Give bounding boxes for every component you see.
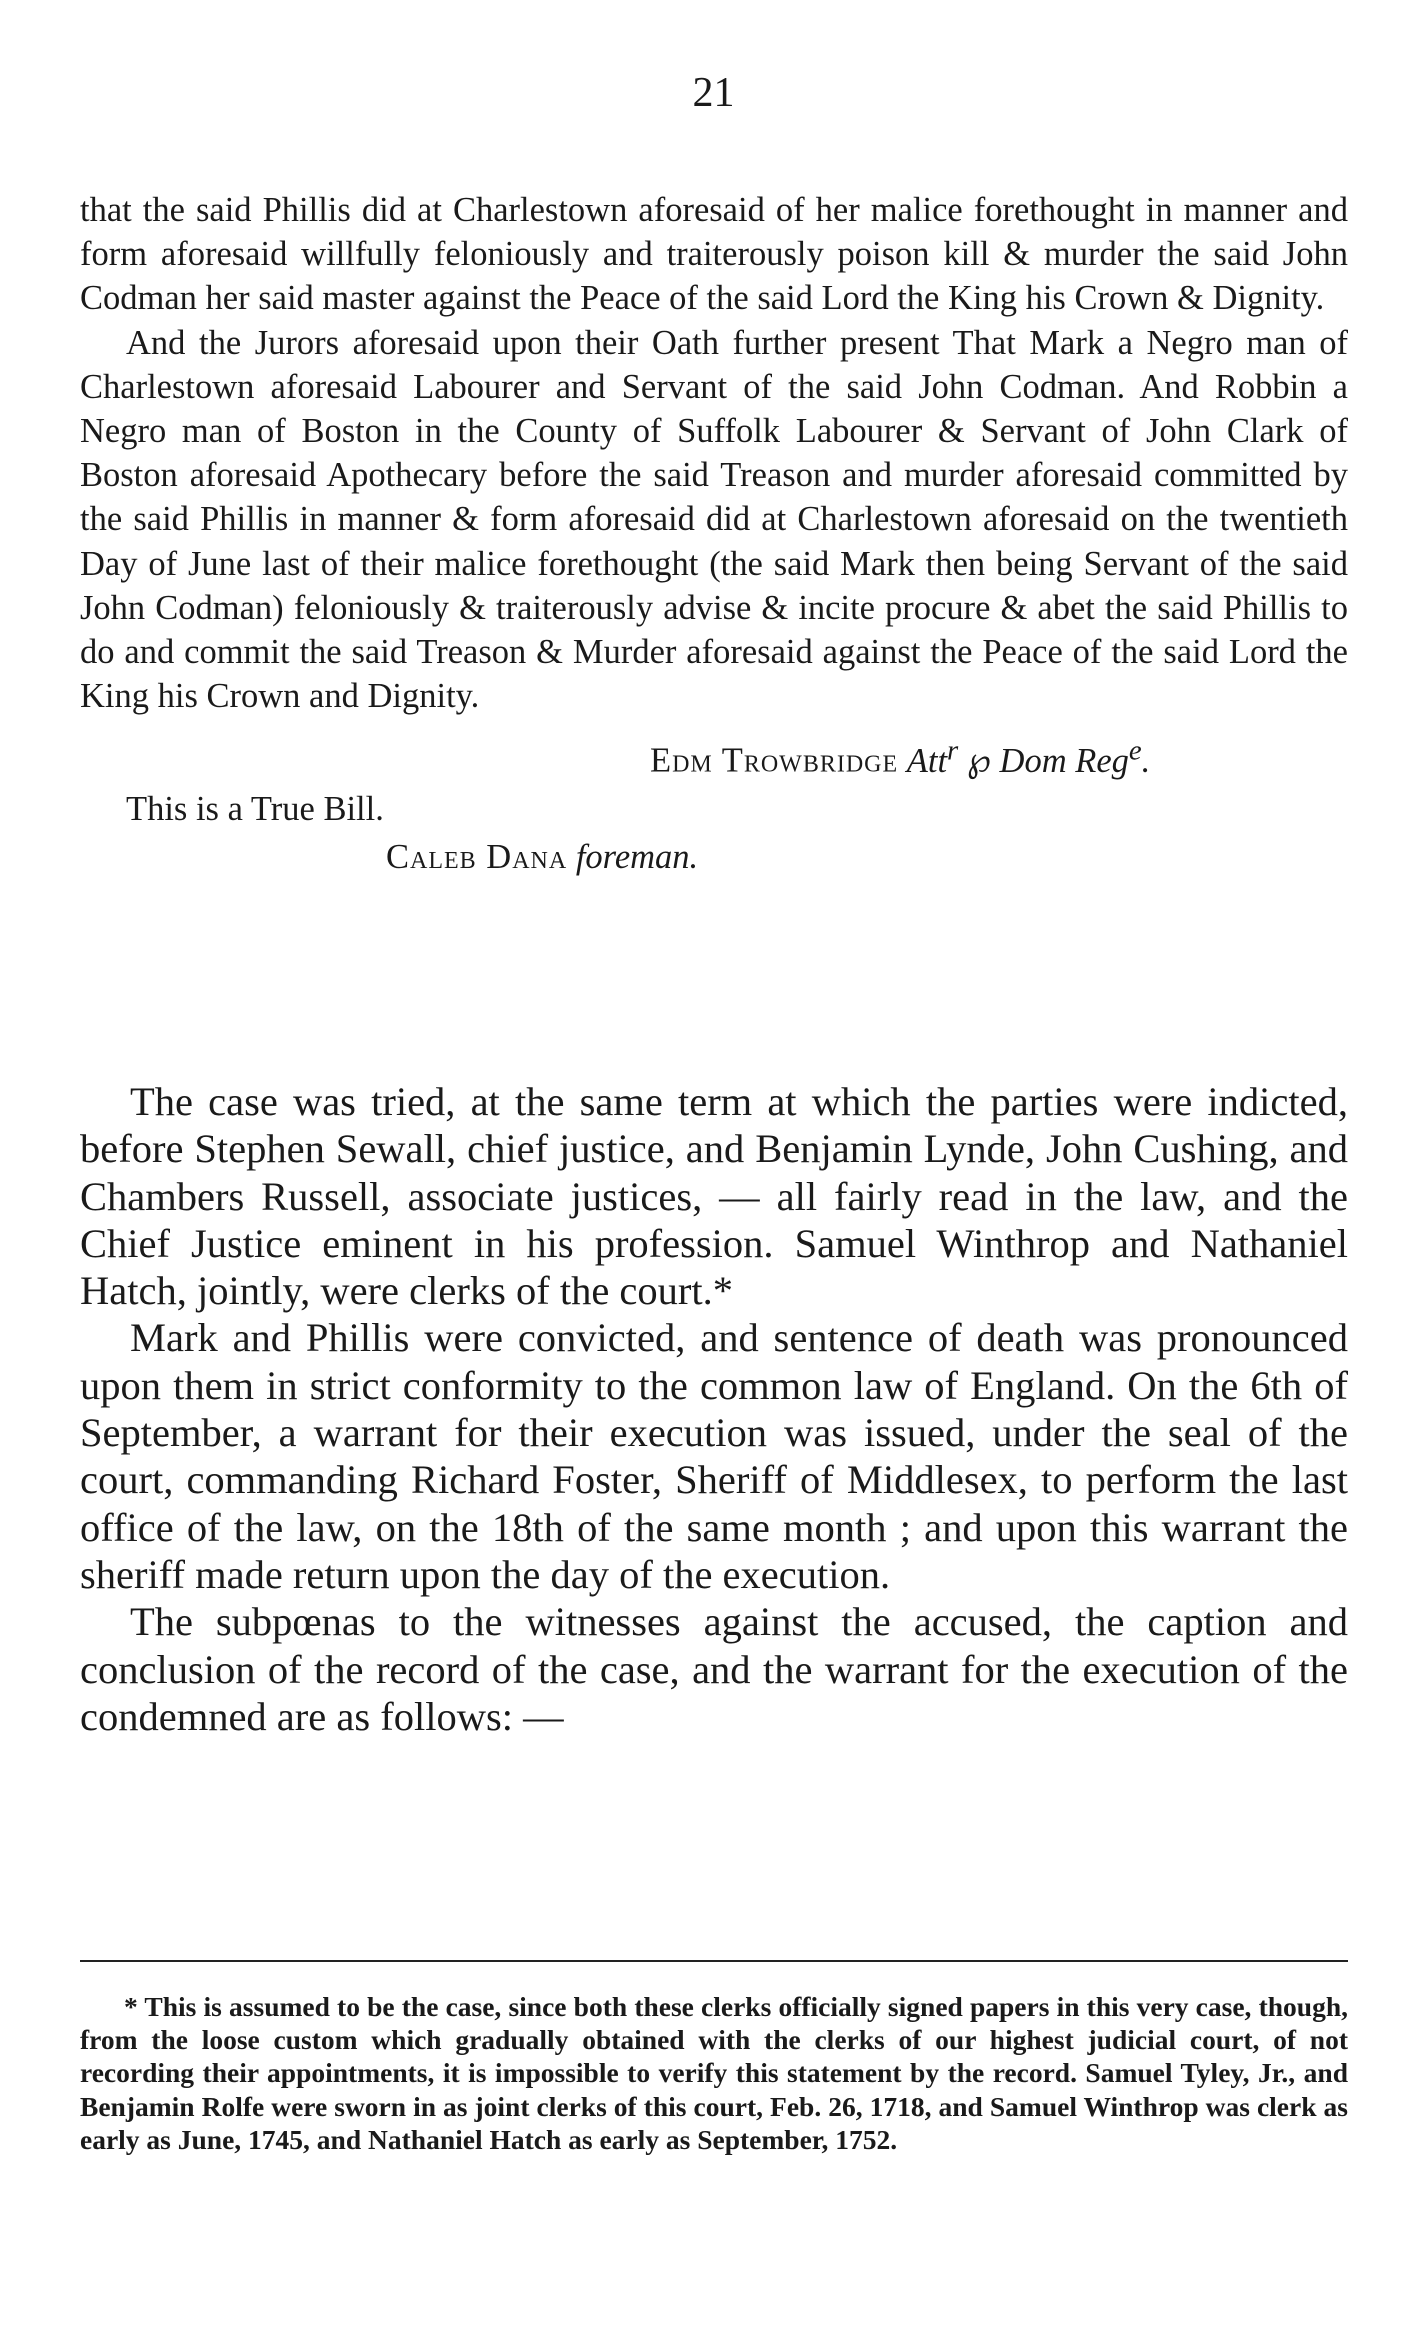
narrative-section	[80, 1078, 1348, 1740]
footnote-text: * This is assumed to be the case, since both these clerks officially signed papers in this very case, though, from the loose custom which gradually obtained with the clerks of our highest judicial court, of not recording their appointments, it is impossible to verify this statement by the record. Samuel Tyley, Jr., and Benjamin Rolfe were sworn in as joint clerks of this court, Feb. 26, 1718, and Samuel Winthrop was clerk as early as June, 1745, and Nathaniel Hatch as early as September, 1752.	[80, 1991, 1348, 2155]
narrative-paragraph: The case was tried, at the same term at which the parties were indicted, before Stephen Sewall, chief justice, and Benjamin Lynde, John Cushing, and Chambers Russell, associate justices, — all fairly read in the law, and the Chief Justice eminent in his profession. Samuel Winthrop and Nathaniel Hatch, jointly, were clerks of the court.*	[80, 1079, 1348, 1314]
attorney-signature	[80, 728, 1348, 783]
footnote	[80, 1990, 1348, 2156]
page-number: 21	[692, 70, 735, 116]
attorney-name: Edm Trowbridge	[650, 741, 899, 780]
narrative-paragraph: The subpœnas to the witnesses against the accused, the caption and conclusion of the record of the case, and the warrant for the execution of the condemned are as follows: —	[80, 1599, 1348, 1739]
foreman-signature	[80, 835, 1348, 879]
foreman-name: Caleb Dana	[386, 837, 568, 876]
dom-reg: Dom Reg$^e$.	[999, 734, 1151, 780]
indictment-paragraph: And the Jurors aforesaid upon their Oath further present That Mark a Negro man of Charlestown aforesaid Labourer and Servant of the said John Codman. And Robbin a Negro man of Boston in the County of Suffolk Labourer & Servant of John Clark of Boston aforesaid Apothecary before the said Treason and murder aforesaid committed by the said Phillis in manner & form aforesaid did at Charlestown aforesaid on the twentieth Day of June last of their malice forethought (the said Mark then being Servant of the said John Codman) feloniously & traiterously advise & incite procure & abet the said Phillis to do and commit the said Treason & Murder aforesaid against the Peace of the said Lord the King his Crown and Dignity.	[80, 323, 1348, 716]
footnote-divider	[80, 1960, 1348, 1962]
indictment-section	[80, 188, 1348, 879]
attorney-title: Att$^r$	[906, 734, 959, 780]
foreman-title: foreman.	[575, 837, 699, 876]
true-bill-line: This is a True Bill.	[126, 789, 384, 828]
per-symbol: ℘	[966, 741, 991, 780]
narrative-paragraph: Mark and Phillis were convicted, and sentence of death was pronounced upon them in strict conformity to the common law of England. On the 6th of September, a warrant for their execution was issued, under the seal of the court, commanding Richard Foster, Sheriff of Middlesex, to perform the last office of the law, on the 18th of the same month ; and upon this warrant the sheriff made return upon the day of the execution.	[80, 1315, 1348, 1597]
indictment-paragraph: that the said Phillis did at Charlestown aforesaid of her malice forethought in manner and form aforesaid willfully feloniously and traiterously poison kill & murder the said John Codman her said master against the Peace of the said Lord the King his Crown & Dignity.	[80, 191, 1348, 318]
